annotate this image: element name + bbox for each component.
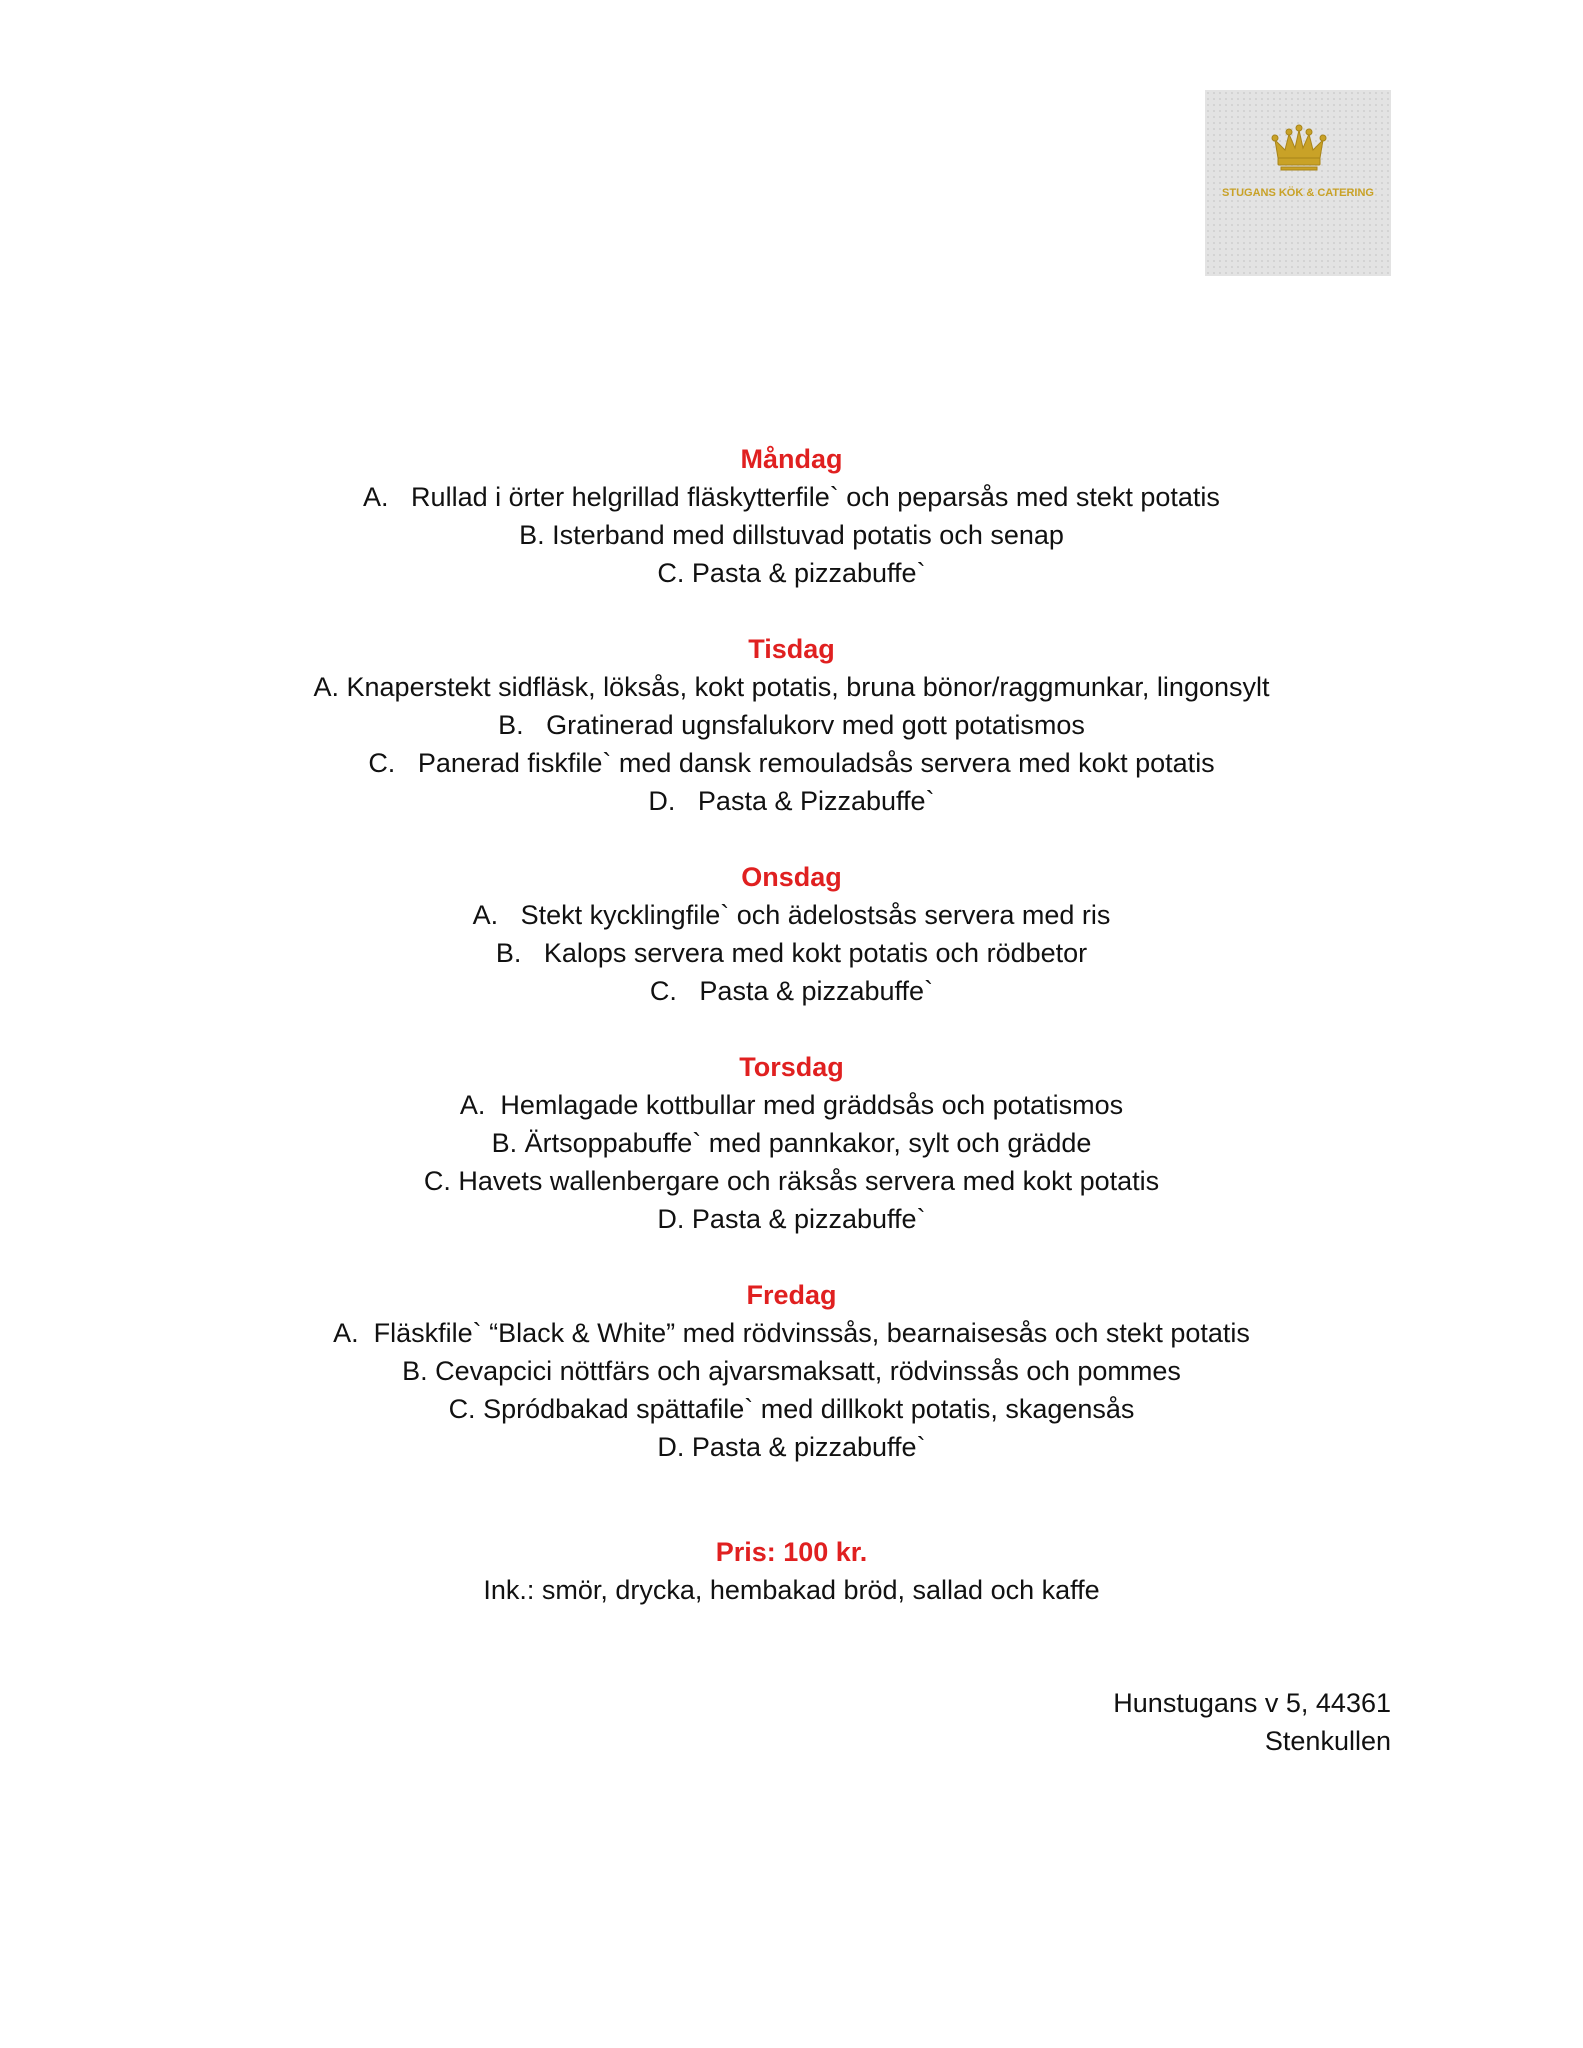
pricing-section (0, 1533, 1583, 1609)
crown-logo-icon (1205, 90, 1391, 276)
address-line1: Hunstugans v 5, 44361 (1113, 1688, 1391, 1718)
company-logo (1205, 90, 1391, 276)
dish-item: A. Stekt kycklingfile` och ädelostsås servera med ris (472, 900, 1111, 930)
dish-item: C. Pasta & pizzabuffe` (657, 558, 926, 588)
dish-item: C. Spródbakad spättafile` med dillkokt potatis, skagensås (448, 1394, 1135, 1424)
address-block (1113, 1684, 1391, 1760)
dish-item: D. Pasta & pizzabuffe` (657, 1432, 926, 1462)
price-label: Pris: 100 kr. (715, 1537, 868, 1567)
dish-item: A. Hemlagade kottbullar med gräddsås och potatismos (459, 1090, 1124, 1120)
address-line2: Stenkullen (1264, 1726, 1391, 1756)
day-friday (0, 1276, 1583, 1466)
day-tuesday (0, 630, 1583, 820)
day-heading: Onsdag (741, 862, 842, 892)
logo-text: STUGANS KÖK & CATERING (1222, 187, 1374, 199)
dish-item: D. Pasta & pizzabuffe` (657, 1204, 926, 1234)
includes-text: Ink.: smör, drycka, hembakad bröd, sallad och kaffe (483, 1575, 1100, 1605)
dish-item: A. Knaperstekt sidfläsk, löksås, kokt potatis, bruna bönor/raggmunkar, lingonsylt (313, 672, 1270, 702)
dish-item: A. Fläskfile` “Black & White” med rödvinssås, bearnaisesås och stekt potatis (333, 1318, 1250, 1348)
dish-item: B. Isterband med dillstuvad potatis och senap (519, 520, 1064, 550)
day-thursday (0, 1048, 1583, 1238)
day-monday (0, 440, 1583, 592)
dish-item: D. Pasta & Pizzabuffe` (648, 786, 935, 816)
dish-item: B. Kalops servera med kokt potatis och rödbetor (495, 938, 1088, 968)
dish-item: C. Pasta & pizzabuffe` (649, 976, 934, 1006)
day-heading: Tisdag (748, 634, 835, 664)
dish-item: B. Gratinerad ugnsfalukorv med gott potatismos (498, 710, 1085, 740)
day-heading: Torsdag (739, 1052, 844, 1082)
dish-item: C. Panerad fiskfile` med dansk remouladsås servera med kokt potatis (368, 748, 1215, 778)
day-heading: Fredag (746, 1280, 837, 1310)
dish-item: A. Rullad i örter helgrillad fläskytterfile` och peparsås med stekt potatis (363, 482, 1220, 512)
dish-item: B. Cevapcici nöttfärs och ajvarsmaksatt, rödvinssås och pommes (402, 1356, 1181, 1386)
day-wednesday (0, 858, 1583, 1010)
weekly-menu (0, 440, 1583, 1466)
dish-item: C. Havets wallenbergare och räksås servera med kokt potatis (423, 1166, 1160, 1196)
dish-item: B. Ärtsoppabuffe` med pannkakor, sylt och grädde (491, 1128, 1092, 1158)
day-heading: Måndag (740, 444, 843, 474)
